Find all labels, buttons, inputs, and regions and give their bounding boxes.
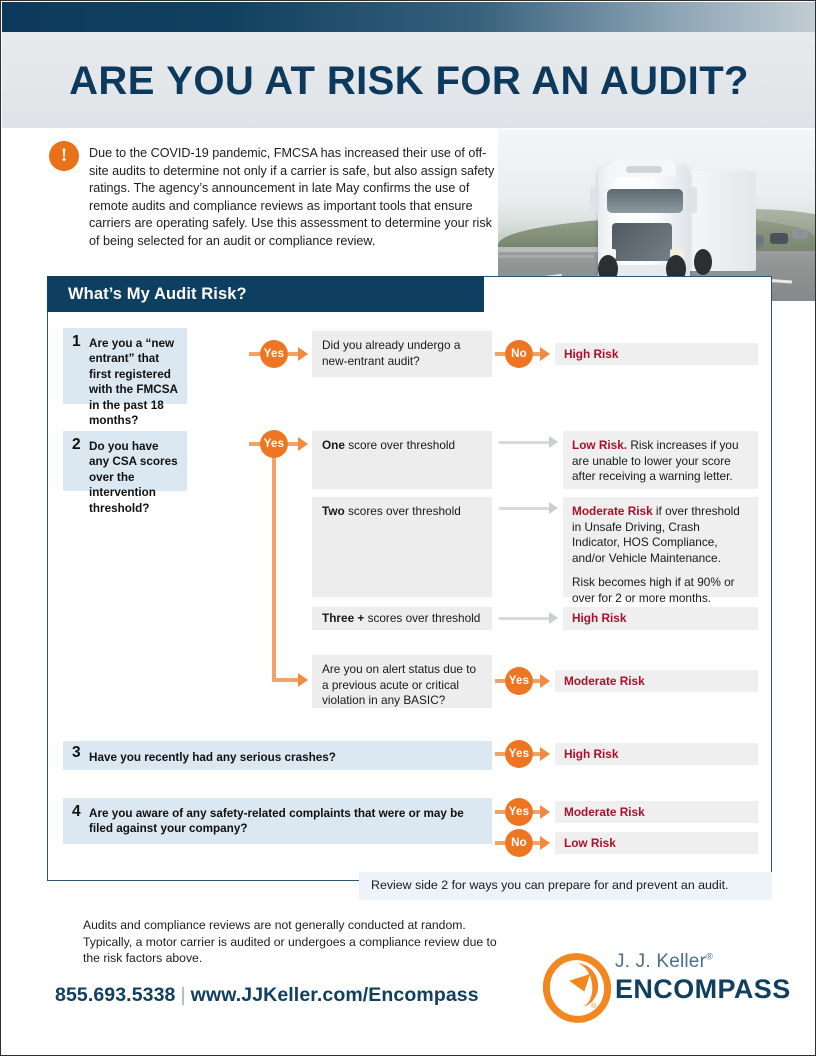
- connector-stub: [495, 841, 505, 845]
- badge-yes-row4[interactable]: Yes: [505, 798, 533, 826]
- question-text-1: Are you a “new entrant” that first registered with the FMCSA in the past 18 months?: [89, 337, 178, 428]
- arrow-right-icon: [540, 747, 550, 761]
- exclamation-icon: [49, 141, 79, 171]
- exclamation-glyph: !: [60, 145, 68, 166]
- arrow-right-icon: [549, 612, 558, 624]
- result-text: [572, 504, 750, 566]
- badge-yes-alert[interactable]: Yes: [505, 667, 533, 695]
- branch-label-three: scores over threshold: [364, 611, 481, 625]
- risk-level-label: Moderate Risk: [564, 805, 645, 819]
- review-text: Review side 2 for ways you can prepare for and prevent an audit.: [371, 878, 729, 892]
- distant-car: [792, 229, 808, 239]
- result-box-row1[interactable]: [555, 343, 758, 365]
- result-box-row3[interactable]: [555, 743, 758, 765]
- result-extra: Risk becomes high if at 90% or over for 2 or more months.: [572, 575, 735, 605]
- title-band: [2, 32, 816, 128]
- cab-roof-vent: [626, 166, 662, 173]
- arrow-right-icon: [540, 805, 550, 819]
- jjkeller-encompass-logo: [541, 949, 791, 1011]
- registered-mark-icon: ®: [591, 1003, 597, 1010]
- intro-paragraph: Due to the COVID-19 pandemic, FMCSA has increased their use of off-site audits to determine not only if a carrier is safe, but also assign safety ratings. The agency’s announcement in late May confirms the use of remote audits and compliance reviews as important tools that ensure carriers are operating safely. Use this assessment to determine your risk of being selected for an audit or compliance review.: [89, 146, 495, 248]
- question-number-1: 1: [72, 333, 81, 350]
- result-text: [572, 438, 750, 485]
- connector-stub: [495, 352, 505, 356]
- panel-header-label: What’s My Audit Risk?: [68, 285, 247, 303]
- logo-brand-text: J. J. Keller: [615, 951, 707, 972]
- arrow-right-icon: [540, 347, 550, 361]
- branch-lead-one: One: [322, 438, 345, 452]
- middle-box-row1[interactable]: Did you already undergo a new-entrant audit?: [312, 331, 492, 377]
- website-link[interactable]: www.JJKeller.com/Encompass: [190, 984, 479, 1006]
- connector-stub: [495, 810, 505, 814]
- panel-header: [47, 276, 484, 312]
- connector-horizontal: [272, 678, 300, 682]
- trailer-wheel: [694, 249, 712, 275]
- arrow-right-icon: [549, 502, 558, 514]
- connector-stub: [495, 679, 505, 683]
- side-mirror: [688, 187, 697, 213]
- risk-level-label: High Risk: [564, 747, 619, 761]
- risk-level-label: Moderate Risk: [564, 674, 645, 688]
- risk-level-label: Moderate Risk: [572, 504, 653, 518]
- question-text-2: Do you have any CSA scores over the intervention threshold?: [89, 440, 178, 515]
- branch-label-two: scores over threshold: [344, 504, 461, 518]
- arrow-right-icon: [540, 836, 550, 850]
- connector-stub: [495, 752, 505, 756]
- result-box-alert-status[interactable]: [555, 670, 758, 692]
- question-number-2: 2: [72, 436, 81, 453]
- branch-lead-two: Two: [322, 504, 345, 518]
- middle-box-alert-status[interactable]: Are you on alert status due to a previous acute or critical violation in any BASIC?: [312, 655, 492, 708]
- question-number-3: 3: [72, 744, 81, 761]
- guardrail: [498, 255, 594, 258]
- result-detail: Risk increases if you are unable to lower your score after receiving a warning letter.: [572, 438, 739, 484]
- title-emphasis: YOU: [166, 59, 255, 103]
- result-box-row2-three[interactable]: [563, 607, 758, 630]
- contact-separator: |: [180, 984, 186, 1006]
- risk-level-label: Low Risk.: [572, 438, 628, 452]
- question-box-3[interactable]: [63, 741, 492, 770]
- question-box-2[interactable]: [63, 431, 187, 515]
- question-number-4: 4: [72, 803, 81, 820]
- connector-vertical: [272, 456, 276, 678]
- logo-product-name: ENCOMPASS: [615, 974, 791, 1004]
- phone-number[interactable]: 855.693.5338: [55, 984, 176, 1006]
- branch-label-one: score over threshold: [344, 438, 456, 452]
- arrow-right-icon: [540, 674, 550, 688]
- logo-registered-mark: ®: [706, 951, 713, 962]
- guardrail: [498, 247, 608, 252]
- footer-note: Audits and compliance reviews are not generally conducted at random. Typically, a motor carrier is audited or undergoes a compliance review due to the risk factors above.: [83, 918, 497, 966]
- windshield: [607, 189, 683, 213]
- question-text-4: Are you aware of any safety-related complaints that were or may be filed against your company?: [89, 807, 464, 836]
- connector-stub: [499, 507, 551, 510]
- question-text-3: Have you recently had any serious crashes?: [89, 751, 336, 764]
- badge-yes-row3[interactable]: Yes: [505, 740, 533, 768]
- badge-yes-row2[interactable]: Yes: [260, 430, 288, 458]
- middle-box-row2-one[interactable]: [312, 431, 492, 489]
- badge-no-row1[interactable]: No: [505, 340, 533, 368]
- arrow-right-icon: [549, 436, 558, 448]
- arrow-right-icon: [298, 673, 308, 687]
- middle-box-row2-two[interactable]: [312, 497, 492, 597]
- distant-car: [770, 233, 788, 244]
- question-box-1[interactable]: [63, 328, 187, 428]
- risk-level-label: High Risk: [572, 611, 627, 625]
- connector-stub: [499, 441, 551, 444]
- branch-lead-three: Three +: [322, 611, 365, 625]
- title-pre: ARE: [69, 59, 167, 103]
- result-box-row2-one[interactable]: [563, 431, 758, 489]
- review-strip[interactable]: [359, 872, 772, 900]
- top-gradient-bar: [2, 2, 816, 32]
- question-box-4[interactable]: [63, 798, 492, 844]
- arrow-right-icon: [298, 437, 308, 451]
- page-title: [2, 59, 816, 104]
- arrow-right-icon: [298, 347, 308, 361]
- result-detail: if over threshold in Unsafe Driving, Crash Indicator, HOS Compliance, and/or Vehicle Maintenance.: [572, 504, 740, 565]
- result-box-row4-yes[interactable]: [555, 801, 758, 823]
- logo-brand-name: [615, 951, 713, 973]
- side-mirror: [590, 187, 599, 213]
- result-box-row4-no[interactable]: [555, 832, 758, 854]
- badge-yes-row1[interactable]: Yes: [260, 340, 288, 368]
- risk-level-label: High Risk: [564, 347, 619, 361]
- middle-box-row2-three[interactable]: [312, 607, 492, 630]
- title-post: AT RISK FOR AN AUDIT?: [254, 59, 749, 103]
- result-box-row2-two[interactable]: [563, 497, 758, 605]
- connector-stub: [499, 617, 551, 620]
- grille: [612, 223, 672, 261]
- badge-no-row4[interactable]: No: [505, 829, 533, 857]
- footer-contact: [55, 984, 479, 1007]
- risk-level-label: Low Risk: [564, 836, 616, 850]
